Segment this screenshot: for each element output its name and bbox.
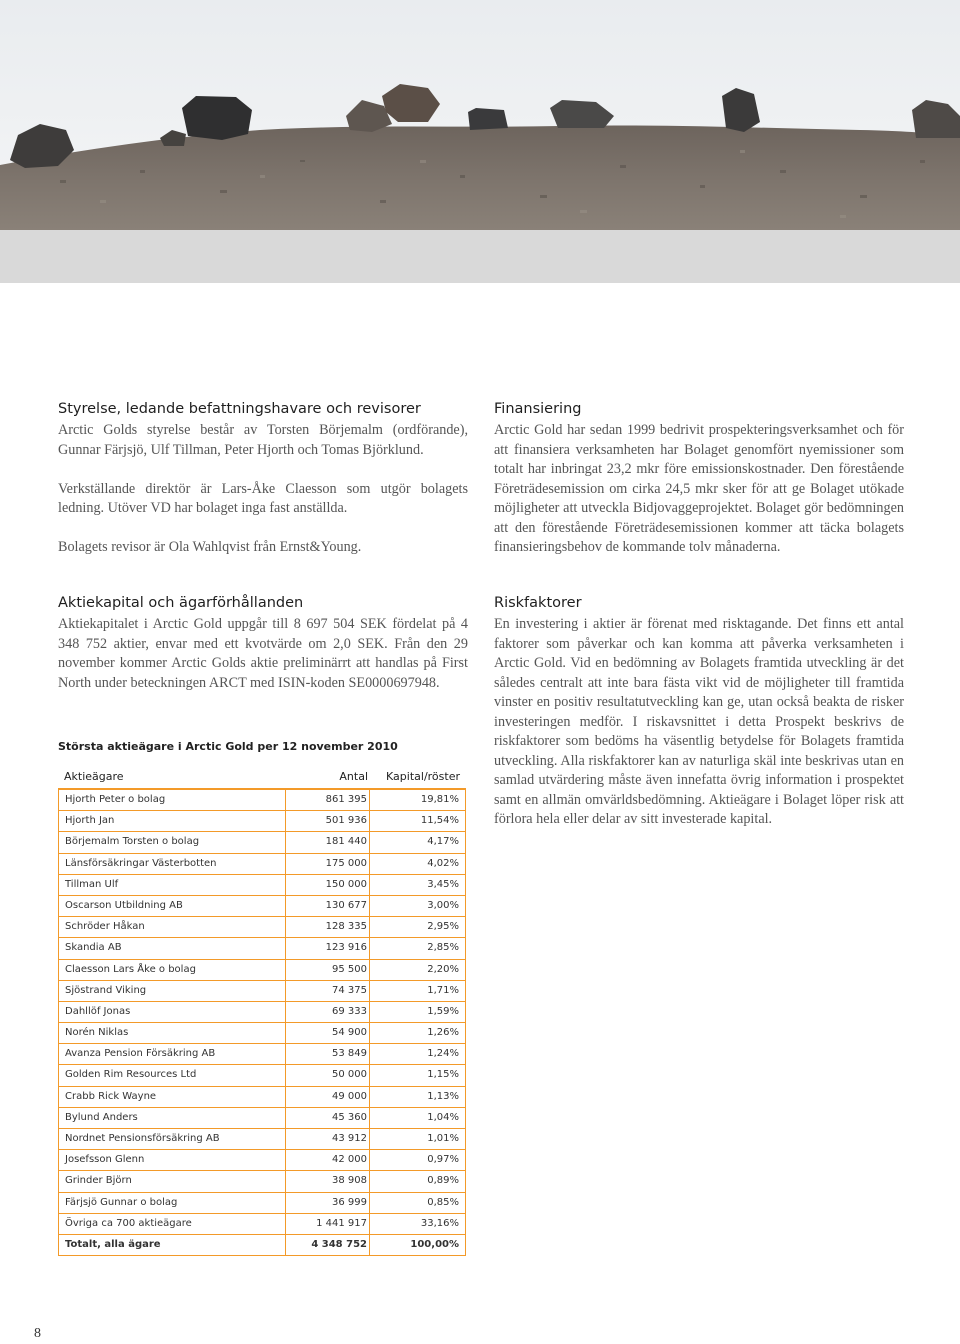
- cell-antal: 50 000: [332, 1069, 367, 1081]
- cell-antal: 130 677: [325, 899, 367, 911]
- cell-name: Norén Niklas: [65, 1027, 129, 1039]
- finansiering-paragraph: Arctic Gold har sedan 1999 bedrivit prospekteringsverksamhet och för att finansiera verksamheten har Bolaget genomfört nyemissioner som totalt har inbringat 23,2 mkr före emissionskostnader. Den förestående Företrädesemission om cirka 24,5 mkr sker för att ge Bolaget utökade möjligheter att utveckla Bidjovaggeprojektet. Bolaget gör bedömningen att den förestående Företrädesemissionen kommer att täcka bolagets finansieringsbehov de kommande tolv månaderna.: [494, 422, 904, 555]
- heading-aktiekapital: Aktiekapital och ägarförhållanden: [58, 595, 304, 611]
- cell-name: Nordnet Pensionsförsäkring AB: [65, 1133, 220, 1144]
- section-aktiekapital: [58, 592, 468, 693]
- table-row: [58, 1044, 466, 1065]
- styrelse-paragraph-3: Bolagets revisor är Ola Wahlqvist från Ernst&Young.: [58, 539, 362, 555]
- table-row: [58, 938, 466, 959]
- cell-name: Avanza Pension Försäkring AB: [65, 1048, 216, 1060]
- table-row: [58, 896, 466, 917]
- heading-finansiering: Finansiering: [494, 401, 582, 417]
- table-row: [58, 811, 466, 832]
- table-row: [58, 1023, 466, 1044]
- cell-name: Skandia AB: [65, 942, 122, 954]
- cell-kapital: 4,02%: [427, 857, 459, 869]
- cell-name: Dahllöf Jonas: [65, 1005, 131, 1017]
- cell-antal: 49 000: [332, 1090, 367, 1102]
- section-riskfaktorer: [494, 592, 904, 830]
- cell-kapital: 19,81%: [420, 794, 459, 805]
- table-row: [58, 1171, 466, 1192]
- cell-kapital: 3,45%: [427, 878, 459, 890]
- cell-antal: 69 333: [332, 1005, 367, 1017]
- cell-antal: 4 348 752: [311, 1238, 367, 1250]
- cell-name: Totalt, alla ägare: [65, 1238, 161, 1250]
- cell-antal: 150 000: [325, 878, 367, 890]
- table-row: [58, 1150, 466, 1171]
- cell-name: Övriga ca 700 aktieägare: [65, 1217, 192, 1229]
- cell-kapital: 2,95%: [427, 921, 459, 933]
- shareholder-table: [58, 790, 466, 1256]
- cell-name: Josefsson Glenn: [65, 1154, 145, 1166]
- table-row: [58, 854, 466, 875]
- cell-antal: 43 912: [332, 1133, 367, 1144]
- cell-name: Golden Rim Resources Ltd: [65, 1069, 197, 1081]
- table-row: [58, 790, 466, 811]
- table-row: [58, 1214, 466, 1235]
- cell-antal: 53 849: [332, 1048, 367, 1060]
- heading-styrelse: Styrelse, ledande befattningshavare och revisorer: [58, 401, 421, 417]
- table-row: [58, 1065, 466, 1086]
- cell-name: Claesson Lars Åke o bolag: [65, 963, 196, 975]
- cell-name: Hjorth Jan: [65, 815, 115, 827]
- cell-name: Bylund Anders: [65, 1111, 138, 1123]
- cell-name: Färjsjö Gunnar o bolag: [65, 1196, 178, 1208]
- cell-antal: 42 000: [332, 1154, 367, 1166]
- table-row: [58, 960, 466, 981]
- styrelse-paragraph-2: Verkställande direktör är Lars-Åke Claesson som utgör bolagets ledning. Utöver VD har bolaget inga fast anställda.: [58, 480, 468, 516]
- table-row: [58, 832, 466, 853]
- section-styrelse: [58, 398, 468, 558]
- cell-name: Hjorth Peter o bolag: [65, 794, 166, 805]
- cell-kapital: 1,24%: [427, 1048, 459, 1060]
- cell-name: Schröder Håkan: [65, 921, 145, 933]
- cell-antal: 181 440: [325, 836, 367, 848]
- cell-kapital: 3,00%: [427, 899, 459, 911]
- table-total-row: [58, 1235, 466, 1256]
- table-row: [58, 1129, 466, 1150]
- page-number: 8: [34, 1326, 41, 1341]
- table-row: [58, 1193, 466, 1214]
- cell-kapital: 2,20%: [427, 963, 459, 975]
- cell-antal: 128 335: [325, 921, 367, 933]
- cell-kapital: 4,17%: [427, 836, 459, 848]
- header-kapital: Kapital/röster: [386, 770, 460, 783]
- cell-name: Börjemalm Torsten o bolag: [65, 836, 200, 848]
- section-finansiering: [494, 398, 904, 558]
- cell-name: Länsförsäkringar Västerbotten: [65, 857, 217, 869]
- table-row: [58, 875, 466, 896]
- styrelse-paragraph-1: Arctic Golds styrelse består av Torsten Börjemalm (ordförande), Gunnar Färjsjö, Ulf Tillman, Peter Hjorth och Tomas Björklund.: [58, 422, 468, 458]
- header-band: [0, 230, 960, 283]
- table-row: [58, 1002, 466, 1023]
- cell-antal: 1 441 917: [316, 1217, 367, 1229]
- cell-antal: 175 000: [325, 857, 367, 869]
- cell-kapital: 100,00%: [410, 1238, 459, 1250]
- table-row: [58, 981, 466, 1002]
- cell-kapital: 11,54%: [420, 815, 459, 827]
- cell-antal: 501 936: [325, 815, 367, 827]
- table-row: [58, 1108, 466, 1129]
- aktiekapital-paragraph: Aktiekapitalet i Arctic Gold uppgår till 8 697 504 SEK fördelat på 4 348 752 aktier, envar med ett kvotvärde om 2,0 SEK. Från den 29 november kommer Arctic Golds aktie preliminärrt att handlas på First North under beteckningen ARCT med ISIN-koden SE0000697948.: [58, 616, 468, 691]
- cell-kapital: 1,26%: [427, 1027, 459, 1039]
- header-aktieagare: Aktieägare: [64, 770, 124, 783]
- cell-kapital: 1,71%: [427, 984, 459, 996]
- cell-name: Tillman Ulf: [65, 878, 119, 890]
- cell-antal: 45 360: [332, 1111, 367, 1123]
- table-row: [58, 917, 466, 938]
- cell-kapital: 0,85%: [427, 1196, 459, 1208]
- cell-antal: 861 395: [325, 794, 367, 805]
- table-row: [58, 1087, 466, 1108]
- cell-kapital: 1,04%: [427, 1111, 459, 1123]
- cell-kapital: 0,97%: [427, 1154, 459, 1166]
- cell-name: Sjöstrand Viking: [65, 984, 147, 996]
- cell-kapital: 1,15%: [427, 1069, 459, 1081]
- cell-kapital: 2,85%: [427, 942, 459, 954]
- cell-kapital: 1,01%: [427, 1133, 459, 1144]
- table-title: Största aktieägare i Arctic Gold per 12 november 2010: [58, 740, 398, 753]
- cell-kapital: 33,16%: [420, 1217, 459, 1229]
- header-antal: Antal: [339, 770, 368, 783]
- cell-name: Crabb Rick Wayne: [65, 1090, 157, 1102]
- cell-kapital: 0,89%: [427, 1175, 459, 1187]
- cell-antal: 38 908: [332, 1175, 367, 1187]
- cell-antal: 74 375: [332, 984, 367, 996]
- cell-name: Grinder Björn: [65, 1175, 132, 1187]
- cell-kapital: 1,13%: [427, 1090, 459, 1102]
- cell-antal: 123 916: [325, 942, 367, 954]
- table-header: [58, 766, 466, 788]
- cell-kapital: 1,59%: [427, 1005, 459, 1017]
- riskfaktorer-paragraph: En investering i aktier är förenat med risktagande. Det finns ett antal faktorer som påverkar och kan komma att påverka verksamheten i Arctic Gold. Vid en bedömning av Bolagets framtida utveckling är det således centralt att inte bara fästa vikt vid de möjligheter till framtida vinster en positiv resultatutveckling kan ge, utan också beakta de risker investeringen medför. I riskavsnittet i detta Prospekt beskrivs de riskfaktorer som bedöms ha väsentlig betydelse för Bolagets framtida utveckling. Alla riskfaktorer kan av naturliga skäl inte beskrivas utan en samlad utvärdering måste även innefatta övrig information i prospektet samt en allmän omvärldsbedömning. Aktieägare i Bolaget löper risk att förlora hela eller delar av sitt investerade kapital.: [494, 616, 904, 827]
- cell-antal: 95 500: [332, 963, 367, 975]
- cell-name: Oscarson Utbildning AB: [65, 899, 183, 911]
- cell-antal: 36 999: [332, 1196, 367, 1208]
- header-photo: [0, 0, 960, 230]
- heading-riskfaktorer: Riskfaktorer: [494, 595, 582, 611]
- cell-antal: 54 900: [332, 1027, 367, 1039]
